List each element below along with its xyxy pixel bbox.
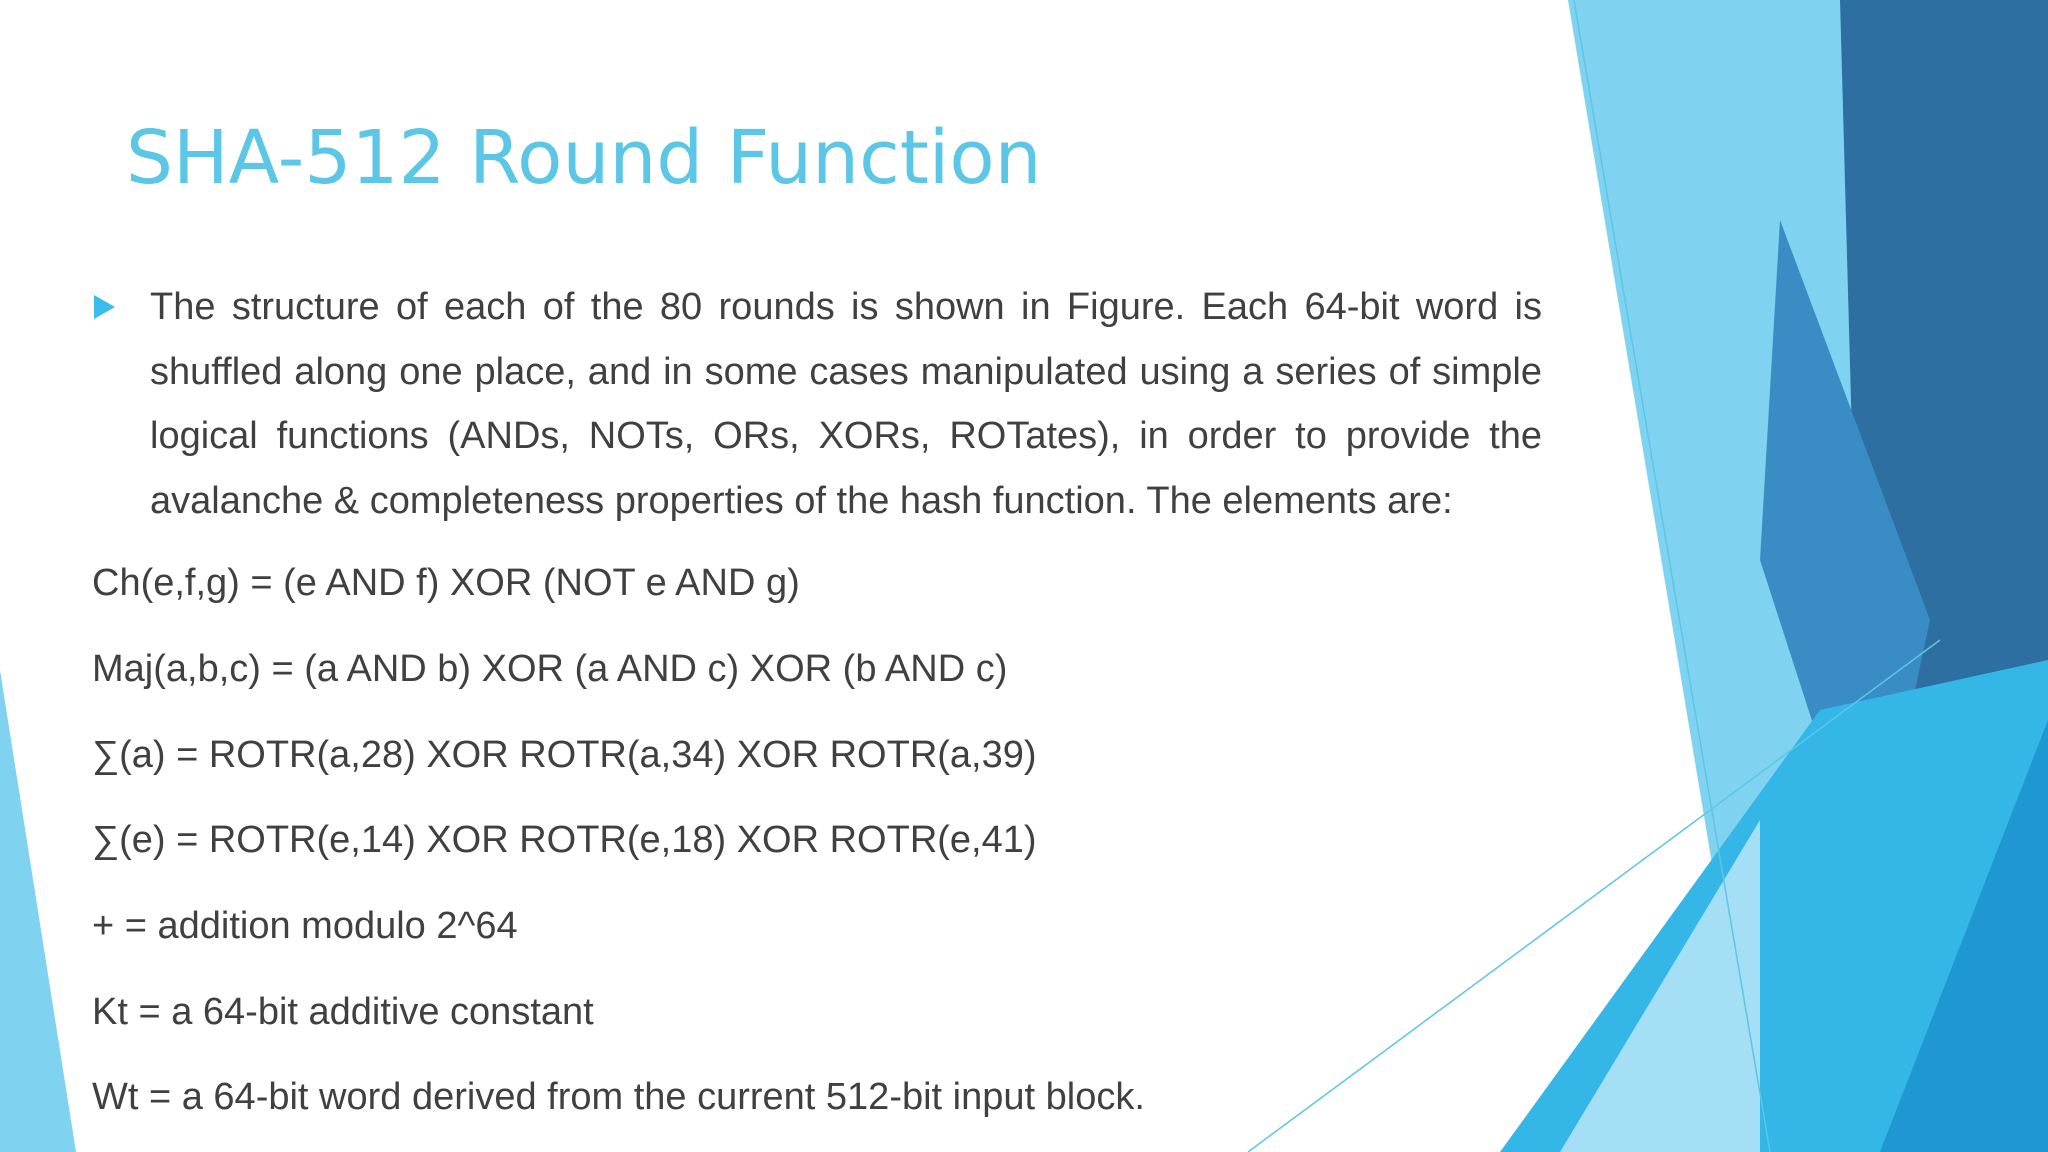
formula-ch: Ch(e,f,g) = (e AND f) XOR (NOT e AND g): [92, 562, 800, 604]
slide-title: SHA-512 Round Function: [126, 115, 1042, 201]
bullet-item: [92, 275, 1542, 533]
formula-sum-a: ∑(a) = ROTR(a,28) XOR ROTR(a,34) XOR ROTR(a,39): [92, 734, 1037, 776]
formula-sum-e: ∑(e) = ROTR(e,14) XOR ROTR(e,18) XOR ROTR(e,41): [92, 819, 1037, 861]
formula-maj: Maj(a,b,c) = (a AND b) XOR (a AND c) XOR (b AND c): [92, 648, 1008, 690]
formula-kt: Kt = a 64-bit additive constant: [92, 991, 594, 1033]
formula-addition: + = addition modulo 2^64: [92, 905, 518, 947]
triangle-bullet-icon: [94, 295, 115, 319]
left-edge-wedge: [0, 670, 76, 1152]
bullet-text: The structure of each of the 80 rounds is shown in Figure. Each 64-bit word is shuffled along one place, and in some cases manipulated using a series of simple logical functions (ANDs, NOTs, ORs, XORs, ROTates), in order to provide the avalanche & completeness properties of the hash function. The elements are:: [150, 286, 1542, 522]
formula-wt: Wt = a 64-bit word derived from the current 512-bit input block.: [92, 1076, 1145, 1118]
